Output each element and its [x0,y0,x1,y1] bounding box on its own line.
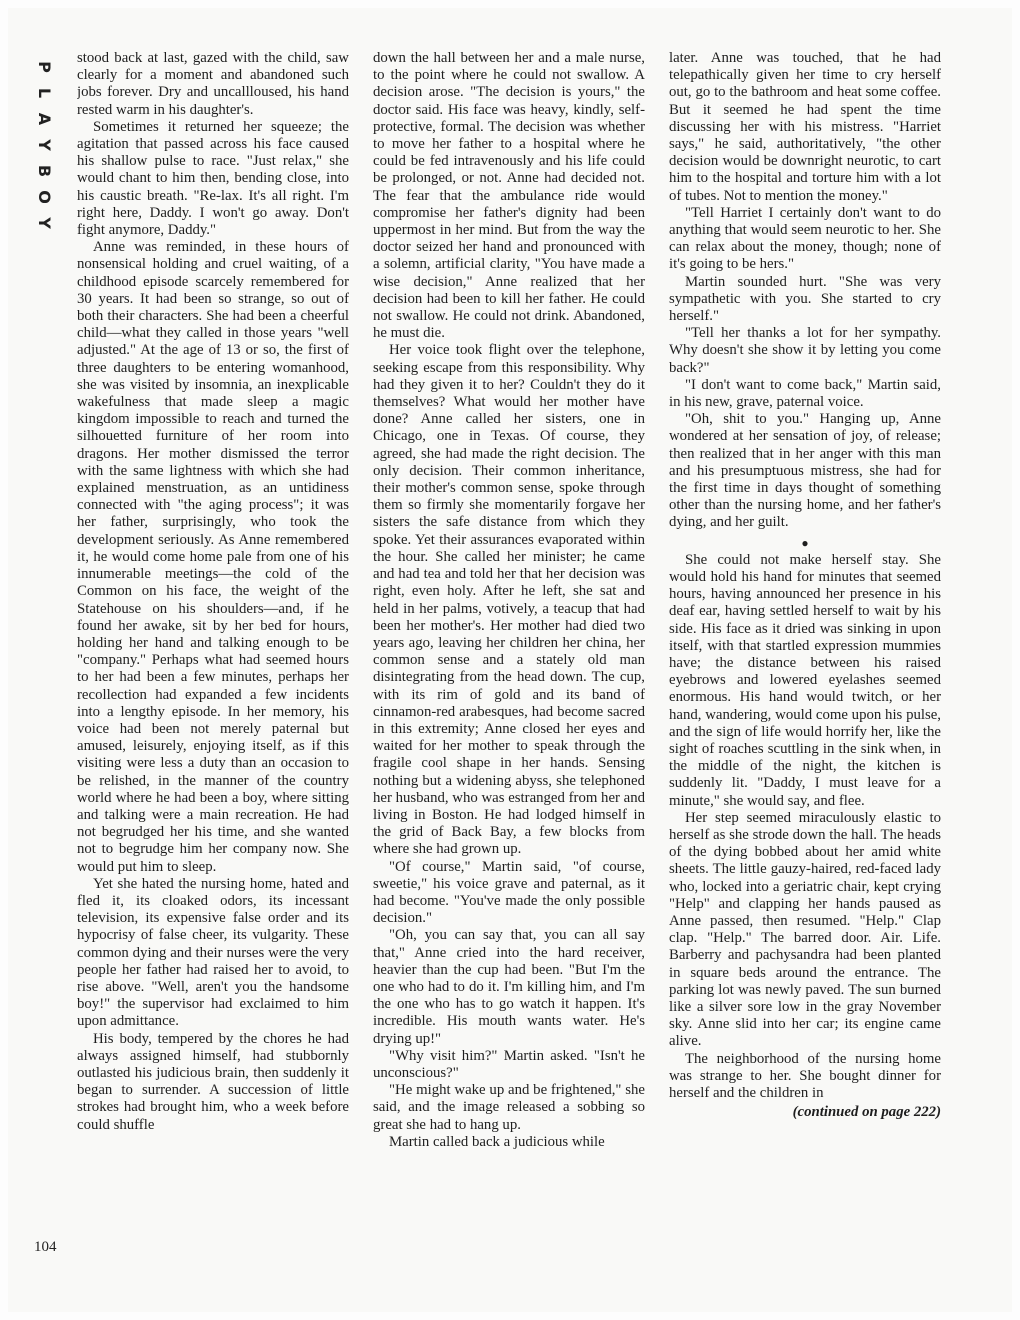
paragraph: "Tell Harriet I certainly don't want to do anything that would seem neurotic to her. She can relax about the money, though; none of it's going to be hers." [669,204,941,273]
column-3 [669,50,941,1265]
paragraph: The neighborhood of the nursing home was strange to her. She bought dinner for herself and the children in [669,1050,941,1101]
paragraph: She could not make herself stay. She would hold his hand for minutes that seemed hours, having announced her presence in his deaf ear, having settled herself to wait by his side. His face as it dried was sinking in upon itself, with that startled expression mummies have; the distance between his raised eyebrows and lowered eyelashes seemed enormous. His hand would twitch, or her hand, wandering, would come upon his pulse, and the sign of life would horrify her, like the sight of roaches scuttling in the sink when, in the middle of the night, the kitchen is suddenly lit. "Daddy, I must leave for a minute," she would say, and flee. [669,551,941,809]
paragraph: Sometimes it returned her squeeze; the agitation that passed across his face caused his shallow pulse to race. "Just relax," she would chant to him then, bending close, into his caustic breath. "Re-lax. It's all right. I'm right here, Daddy. I won't go away. Don't fight anymore, Daddy." [77,118,349,239]
article-columns [77,50,945,1265]
paragraph: Yet she hated the nursing home, hated and fled it, its cloaked odors, its incessant television, its expensive false order and its hypocrisy of false cheer, its vulgarity. These common dying and their nurses were the very people her father had raised her to avoid, to rise above. "Well, aren't you the handsome boy!" the supervisor had exclaimed to him upon admittance. [77,875,349,1030]
paragraph: "He might wake up and be frightened," she said, and the image released a sobbing so great she had to hang up. [373,1082,645,1133]
logo-letter: B [34,164,54,178]
paragraph: "I don't want to come back," Martin said, in his new, grave, paternal voice. [669,376,941,411]
continued-line: (continued on page 222) [792,1104,941,1121]
paragraph: Martin called back a judicious while [389,1133,605,1150]
logo-letter: P [34,61,54,73]
section-break-bullet: ● [801,535,809,550]
column-1 [77,50,349,1265]
logo-letter: Y [35,217,54,229]
playboy-sidebar-logo [34,54,54,236]
paragraph: "Of course," Martin said, "of course, sweetie," his voice grave and paternal, as it had become. "You've made the only possible decision." [373,858,645,927]
paragraph: Her voice took flight over the telephone, seeking escape from this responsibility. Why had they given it to her? Couldn't they do it themselves? What would her mother have done? Anne called her sisters, one in Chicago, one in Texas. Of course, they agreed, she had made the right decision. The only decision. Their common inheritance, their mother's common sense, spoke through them so firmly she momentarily forgave her sisters the safe distance from which they spoke. Yet their assurances evaporated within the hour. She called her minister; he came and had tea and told her that her decision was right, even holy. After he left, she sat and held in her palms, votively, a teacup that had been her mother's. Her mother had died two years ago, leaving her children her china, her common sense and a stately old man disintegrating from the head down. The cup, with its rim of gold and its band of cinnamon-red arabesques, had become sacred in this extremity; Anne closed her eyes and waited for her mother to speak through the fragile cool shape in her hands. Sensing nothing but a widening abyss, she telephoned her husband, who was estranged from her and living in Boston. He had lodged himself in the grid of Back Bay, a few blocks from where she had grown up. [373,342,645,858]
paragraph: Her step seemed miraculously elastic to herself as she strode down the hall. The heads of the dying bobbed about her amid white sheets. The little gauzy-haired, red-faced lady who, locked into a geriatric chair, kept crying "Help" and clapping her hands paused as Anne passed, then resumed. "Help." Clap clap. "Help." The barred door. Air. Life. Barberry and pachysandra had been planted in square beds around the entrance. The parking lot was newly paved. The sun burned like a silver sore low in the gray November sky. Anne slid into her car; its engine came alive. [669,809,941,1050]
column-2 [373,50,645,1265]
paragraph: "Oh, you can say that, you can all say that," Anne cried into the hard receiver, heavier than the cup had been. "But I'm the one who had to do it. I'm killing him, and I'm the one who has to go watch it happen. It's incredible. His mouth wants water. He's drying up!" [373,927,645,1047]
paragraph: "Why visit him?" Martin asked. "Isn't he unconscious?" [373,1047,645,1081]
paragraph: His body, tempered by the chores he had always assigned himself, had stubbornly outlasted his judicious brain, then suddenly it began to surrender. A succession of little strokes had brought him, who a week before could shuffle [77,1030,349,1133]
logo-letter: A [34,112,54,126]
paragraph: "Oh, shit to you." Hanging up, Anne wondered at her sensation of joy, of release; then realized that in her anger with this man and his presumptuous mistress, she had for the first time in days thought of something other than the nursing home, and her father's dying, and her guilt. [669,411,941,531]
logo-letter: O [34,190,54,204]
logo-letter: Y [35,139,54,151]
logo-letter: L [34,87,54,99]
paragraph: Martin sounded hurt. "She was very sympathetic with you. She started to cry herself." [669,273,941,325]
page-number: 104 [34,1239,57,1255]
paragraph: later. Anne was touched, that he had telepathically given her time to cry herself out, go to the bathroom and heat some coffee. But it seemed he had spent the time discussing her with his mistress. "Harriet says," he said, authoritatively, "the other decision would be downright neurotic, to cart him to the hospital and torture him with a lot of tubes. Not to mention the money." [669,50,941,204]
paragraph: Anne was reminded, in these hours of nonsensical holding and cruel waiting, of a childhood episode scarcely remembered for 30 years. It had been so strange, so out of both their characters. She had been a cheerful child—what they called in those years "well adjusted." At the age of 13 or so, the first of three daughters to be entering womanhood, she was visited by insomnia, an inexplicable wakefulness that made sleep a magic kingdom impossible to reach and turned the silhouetted furniture of her room into dragons. Her mother dismissed the terror with the same lightness with which she had explained menstruation, as an untidiness connected with "the aging process"; it was her father, surprisingly, who took the development seriously. As Anne remembered it, he would come home pale from one of his innumerable meetings—the cold of the Common on his face, the weight of the Statehouse on his shoulders—and, if he found her awake, sit by her bed for hours, holding her hand and talking enough to be "company." Perhaps what had seemed hours to her had been a few minutes, perhaps her recollection had expanded a few incidents into a lengthy episode. In her memory, his voice had been not merely paternal but amused, leisurely, enjoying itself, as if this visiting were less a duty than an occasion to be relished, in the manner of the country world where he had been a boy, where sitting and talking were a main recreation. He had not begrudged her his time, and she wanted not to begrudge him her company now. She would put him to sleep. [77,239,349,875]
paragraph: "Tell her thanks a lot for her sympathy. Why doesn't she show it by letting you come back?" [669,325,941,376]
paragraph: stood back at last, gazed with the child, saw clearly for a moment and abandoned such jobs forever. Dry and uncallloused, his hand rested warm in his daughter's. [77,50,349,118]
paragraph: down the hall between her and a male nurse, to the point where he could not swallow. A decision arose. "The decision is yours," the doctor said. His face was heavy, kindly, self-protective, formal. The decision was whether to move her father to a hospital where he could be fed intravenously and his life could be prolonged, or not. Anne had decided not. The fear that the ambulance ride would compromise her father's dignity had been uppermost in her mind. But from the way the doctor seized her hand and pronounced with a solemn, artificial clarity, "You have made a wise decision," Anne realized that her decision had been to kill her father. He could not swallow. He could not drink. Abandoned, he must die. [373,50,645,342]
